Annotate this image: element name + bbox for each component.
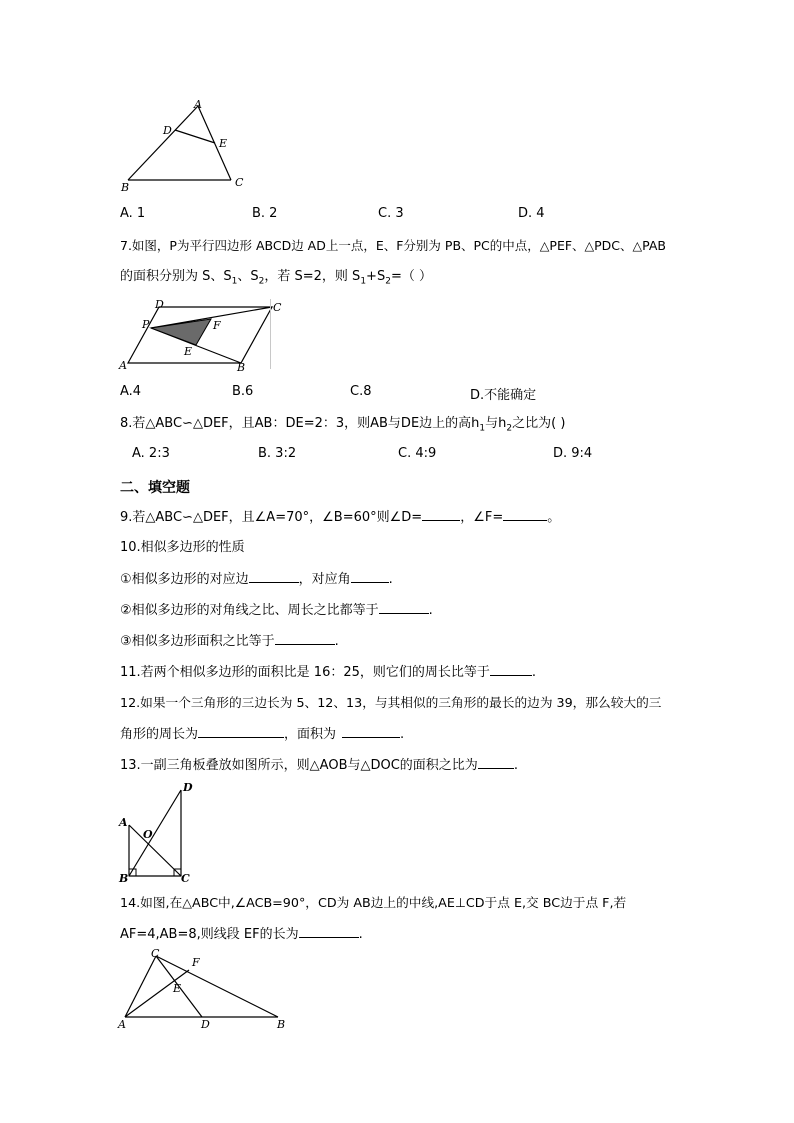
q7-sub-4: 2 xyxy=(385,276,391,287)
q7-sub-2: 2 xyxy=(258,276,265,287)
label-D: D xyxy=(155,298,164,311)
q7-text-b: 、S xyxy=(237,269,259,284)
q10-text-b: ，对应角 xyxy=(298,572,351,587)
figure-triangle-q14 xyxy=(115,944,305,1036)
question-10-line-3 xyxy=(120,632,339,650)
question-10-title: 10.相似多边形的性质 xyxy=(120,540,245,555)
figure-set-squares-q13 xyxy=(115,780,205,886)
label-B: B xyxy=(121,181,130,194)
label-D: D xyxy=(163,124,172,137)
q13-text-b: . xyxy=(513,758,518,773)
label-D: D xyxy=(183,781,193,794)
q7-text-d: +S xyxy=(366,269,386,284)
q7-option-d: D.不能确定 xyxy=(470,388,537,403)
q14-text-a: AF=4,AB=8,则线段 EF的长为 xyxy=(120,927,299,942)
blank[interactable] xyxy=(490,663,532,676)
label-A: A xyxy=(119,359,127,372)
q12-text-c: . xyxy=(400,727,405,742)
label-E: E xyxy=(173,982,182,995)
q8-option-c: C. 4:9 xyxy=(398,446,437,461)
question-13 xyxy=(120,756,518,774)
q7-option-a: A.4 xyxy=(120,384,142,399)
label-E: E xyxy=(184,345,193,358)
label-B: B xyxy=(119,872,129,885)
blank[interactable] xyxy=(351,570,389,583)
blank[interactable] xyxy=(478,756,514,769)
q8-option-a: A. 2:3 xyxy=(132,446,170,461)
q7-option-b: B.6 xyxy=(232,384,254,399)
label-C: C xyxy=(273,301,282,314)
label-O: O xyxy=(143,828,153,841)
q8-option-d: D. 9:4 xyxy=(553,446,593,461)
question-11 xyxy=(120,663,536,681)
figure-parallelogram-q7 xyxy=(115,297,285,375)
blank[interactable] xyxy=(249,570,299,583)
q10-text-d: ②相似多边形的对角线之比、周长之比都等于 xyxy=(120,603,379,618)
q13-text-a: 13.一副三角板叠放如图所示，则△AOB与△DOC的面积之比为 xyxy=(120,758,478,773)
label-D: D xyxy=(201,1018,210,1031)
q9-text-c: 。 xyxy=(547,510,561,525)
question-12-line-2 xyxy=(120,725,404,743)
question-7-line-1: 7.如图，P为平行四边形 ABCD边 AD上一点，E、F分别为 PB、PC的中点，△PEF、△PDC、△PAB xyxy=(120,238,667,253)
q7-sub-3: 1 xyxy=(360,276,367,287)
question-9 xyxy=(120,508,560,526)
q8-sub-2: 2 xyxy=(506,423,513,434)
option-c: C. 3 xyxy=(378,206,404,221)
label-C: C xyxy=(181,872,190,885)
label-E: E xyxy=(219,137,228,150)
q11-text-a: 11.若两个相似多边形的面积比是 16：25，则它们的周长比等于 xyxy=(120,665,490,680)
q10-text-c: . xyxy=(388,572,393,587)
q9-text-b: ，∠F= xyxy=(460,510,504,525)
q7-text-e: =（ ） xyxy=(390,269,432,284)
blank[interactable] xyxy=(299,925,359,938)
q7-text-c: ，若 S=2，则 S xyxy=(264,269,361,284)
q11-text-b: . xyxy=(531,665,537,680)
q7-option-c: C.8 xyxy=(350,384,372,399)
question-10-line-2 xyxy=(120,601,433,619)
q9-text-a: 9.若△ABC∽△DEF，且∠A=70°，∠B=60°则∠D= xyxy=(120,510,423,525)
label-C: C xyxy=(151,947,160,960)
blank[interactable] xyxy=(503,508,547,521)
q12-text-a: 角形的周长为 xyxy=(120,727,199,742)
blank[interactable] xyxy=(379,601,429,614)
question-12-line-1: 12.如果一个三角形的三边长为 5、12、13，与其相似的三角形的最长的边为 39，那么较大的三 xyxy=(120,695,662,710)
q12-text-b: ，面积为 xyxy=(284,727,337,742)
q10-text-e: . xyxy=(428,603,433,618)
q10-text-a: ①相似多边形的对应边 xyxy=(120,572,249,587)
label-C: C xyxy=(235,176,244,189)
label-F: F xyxy=(192,956,200,969)
option-b: B. 2 xyxy=(252,206,278,221)
question-10-line-1 xyxy=(120,570,393,588)
label-B: B xyxy=(277,1018,286,1031)
option-d: D. 4 xyxy=(518,206,545,221)
q10-text-f: ③相似多边形面积之比等于 xyxy=(120,634,275,649)
q7-sub-1: 1 xyxy=(231,276,238,287)
section-heading-fill-in: 二、填空题 xyxy=(120,480,190,496)
q8-text-c: 之比为( ) xyxy=(512,416,566,431)
label-B: B xyxy=(237,361,246,374)
label-A: A xyxy=(194,98,202,111)
blank[interactable] xyxy=(422,508,460,521)
q8-sub-1: 1 xyxy=(479,423,486,434)
label-F: F xyxy=(213,319,221,332)
question-14-line-2 xyxy=(120,925,363,943)
blank[interactable] xyxy=(198,725,284,738)
q10-text-g: . xyxy=(334,634,339,649)
q8-option-b: B. 3:2 xyxy=(258,446,297,461)
blank[interactable] xyxy=(342,725,400,738)
q14-text-b: . xyxy=(358,927,363,942)
label-P: P xyxy=(142,318,150,331)
label-A: A xyxy=(119,816,128,829)
option-a: A. 1 xyxy=(120,206,146,221)
question-7-line-2 xyxy=(120,268,432,291)
blank[interactable] xyxy=(275,632,335,645)
figure-triangle-q6 xyxy=(115,96,255,196)
q8-text-b: 与h xyxy=(485,416,507,431)
question-8 xyxy=(120,415,565,438)
label-A: A xyxy=(118,1018,126,1031)
question-14-line-1: 14.如图,在△ABC中,∠ACB=90°，CD为 AB边上的中线,AE⊥CD于点 E,交 BC边于点 F,若 xyxy=(120,895,627,910)
q8-text-a: 8.若△ABC∽△DEF，且AB：DE=2：3，则AB与DE边上的高h xyxy=(120,416,480,431)
q7-text-a: 的面积分别为 S、S xyxy=(120,269,232,284)
